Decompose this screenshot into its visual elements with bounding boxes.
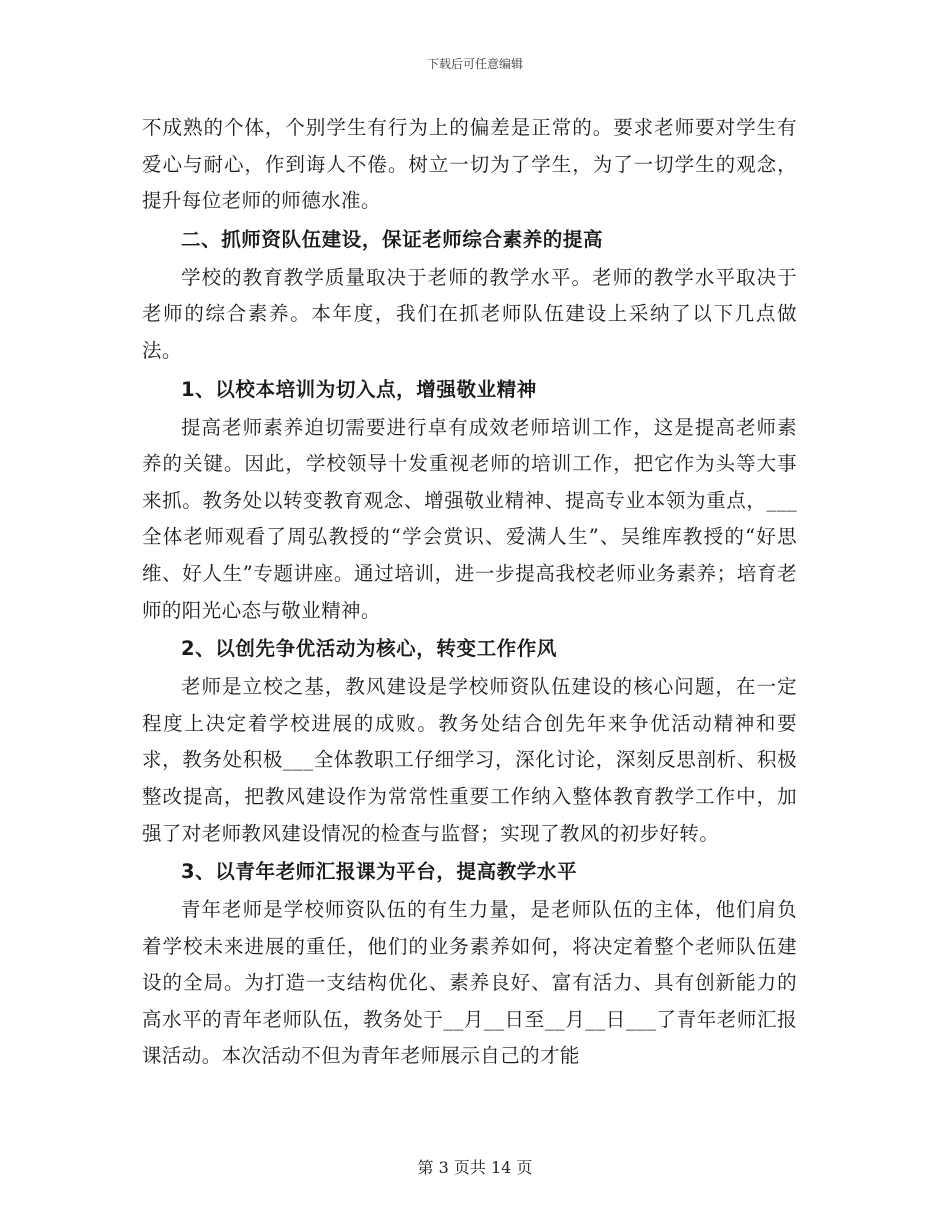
paragraph: 不成熟的个体，个别学生有行为上的偏差是正常的。要求老师要对学生有爱心与耐心，作到诲人不倦。树立一切为了学生，为了一切学生的观念，提升每位老师的师德水准。: [142, 116, 797, 213]
document-body: [142, 110, 797, 1075]
paragraph: 提高老师素养迫切需要进行卓有成效老师培训工作，这是提高老师素养的关键。因此，学校领导十发重视老师的培训工作，把它作为头等大事来抓。教务处以转变教育观念、增强敬业精神、提高专业本领为重点，___全体老师观看了周弘教授的“学会赏识、爱满人生”、吴维库教授的“好思维、好人生”专题讲座。通过培训，进一步提高我校老师业务素养；培育老师的阳光心态与敬业精神。: [142, 415, 797, 622]
section-heading: 二、抓师资队伍建设，保证老师综合素养的提高: [181, 227, 604, 251]
subsection-heading: 2、以创先争优活动为核心，转变工作作风: [181, 637, 557, 661]
paragraph: 青年老师是学校师资队伍的有生力量，是老师队伍的主体，他们肩负着学校未来进展的重任，他们的业务素养如何，将决定着整个老师队伍建设的全局。为打造一支结构优化、素养良好、富有活力、具有创新能力的高水平的青年老师队伍，教务处于__月__日至__月__日___了青年老师汇报课活动。本次活动不但为青年老师展示自己的才能: [142, 898, 797, 1068]
page-number-footer: 第 3 页共 14 页: [417, 1158, 533, 1177]
paragraph: 老师是立校之基，教风建设是学校师资队伍建设的核心问题，在一定程度上决定着学校进展的成败。教务处结合创先年来争优活动精神和要求，教务处积极___全体教职工仔细学习，深化讨论，深刻反思剖析、积极整改提高，把教风建设作为常常性重要工作纳入整体教育教学工作中，加强了对老师教风建设情况的检查与监督；实现了教风的初步好转。: [142, 675, 797, 845]
subsection-heading: 3、以青年老师汇报课为平台，提高教学水平: [181, 860, 578, 884]
subsection-heading: 1、以校本培训为切入点，增强敬业精神: [181, 377, 537, 401]
page-header: 下载后可任意编辑: [426, 57, 523, 71]
paragraph: 学校的教育教学质量取决于老师的教学水平。老师的教学水平取决于老师的综合素养。本年度，我们在抓老师队伍建设上采纳了以下几点做法。: [142, 265, 797, 362]
